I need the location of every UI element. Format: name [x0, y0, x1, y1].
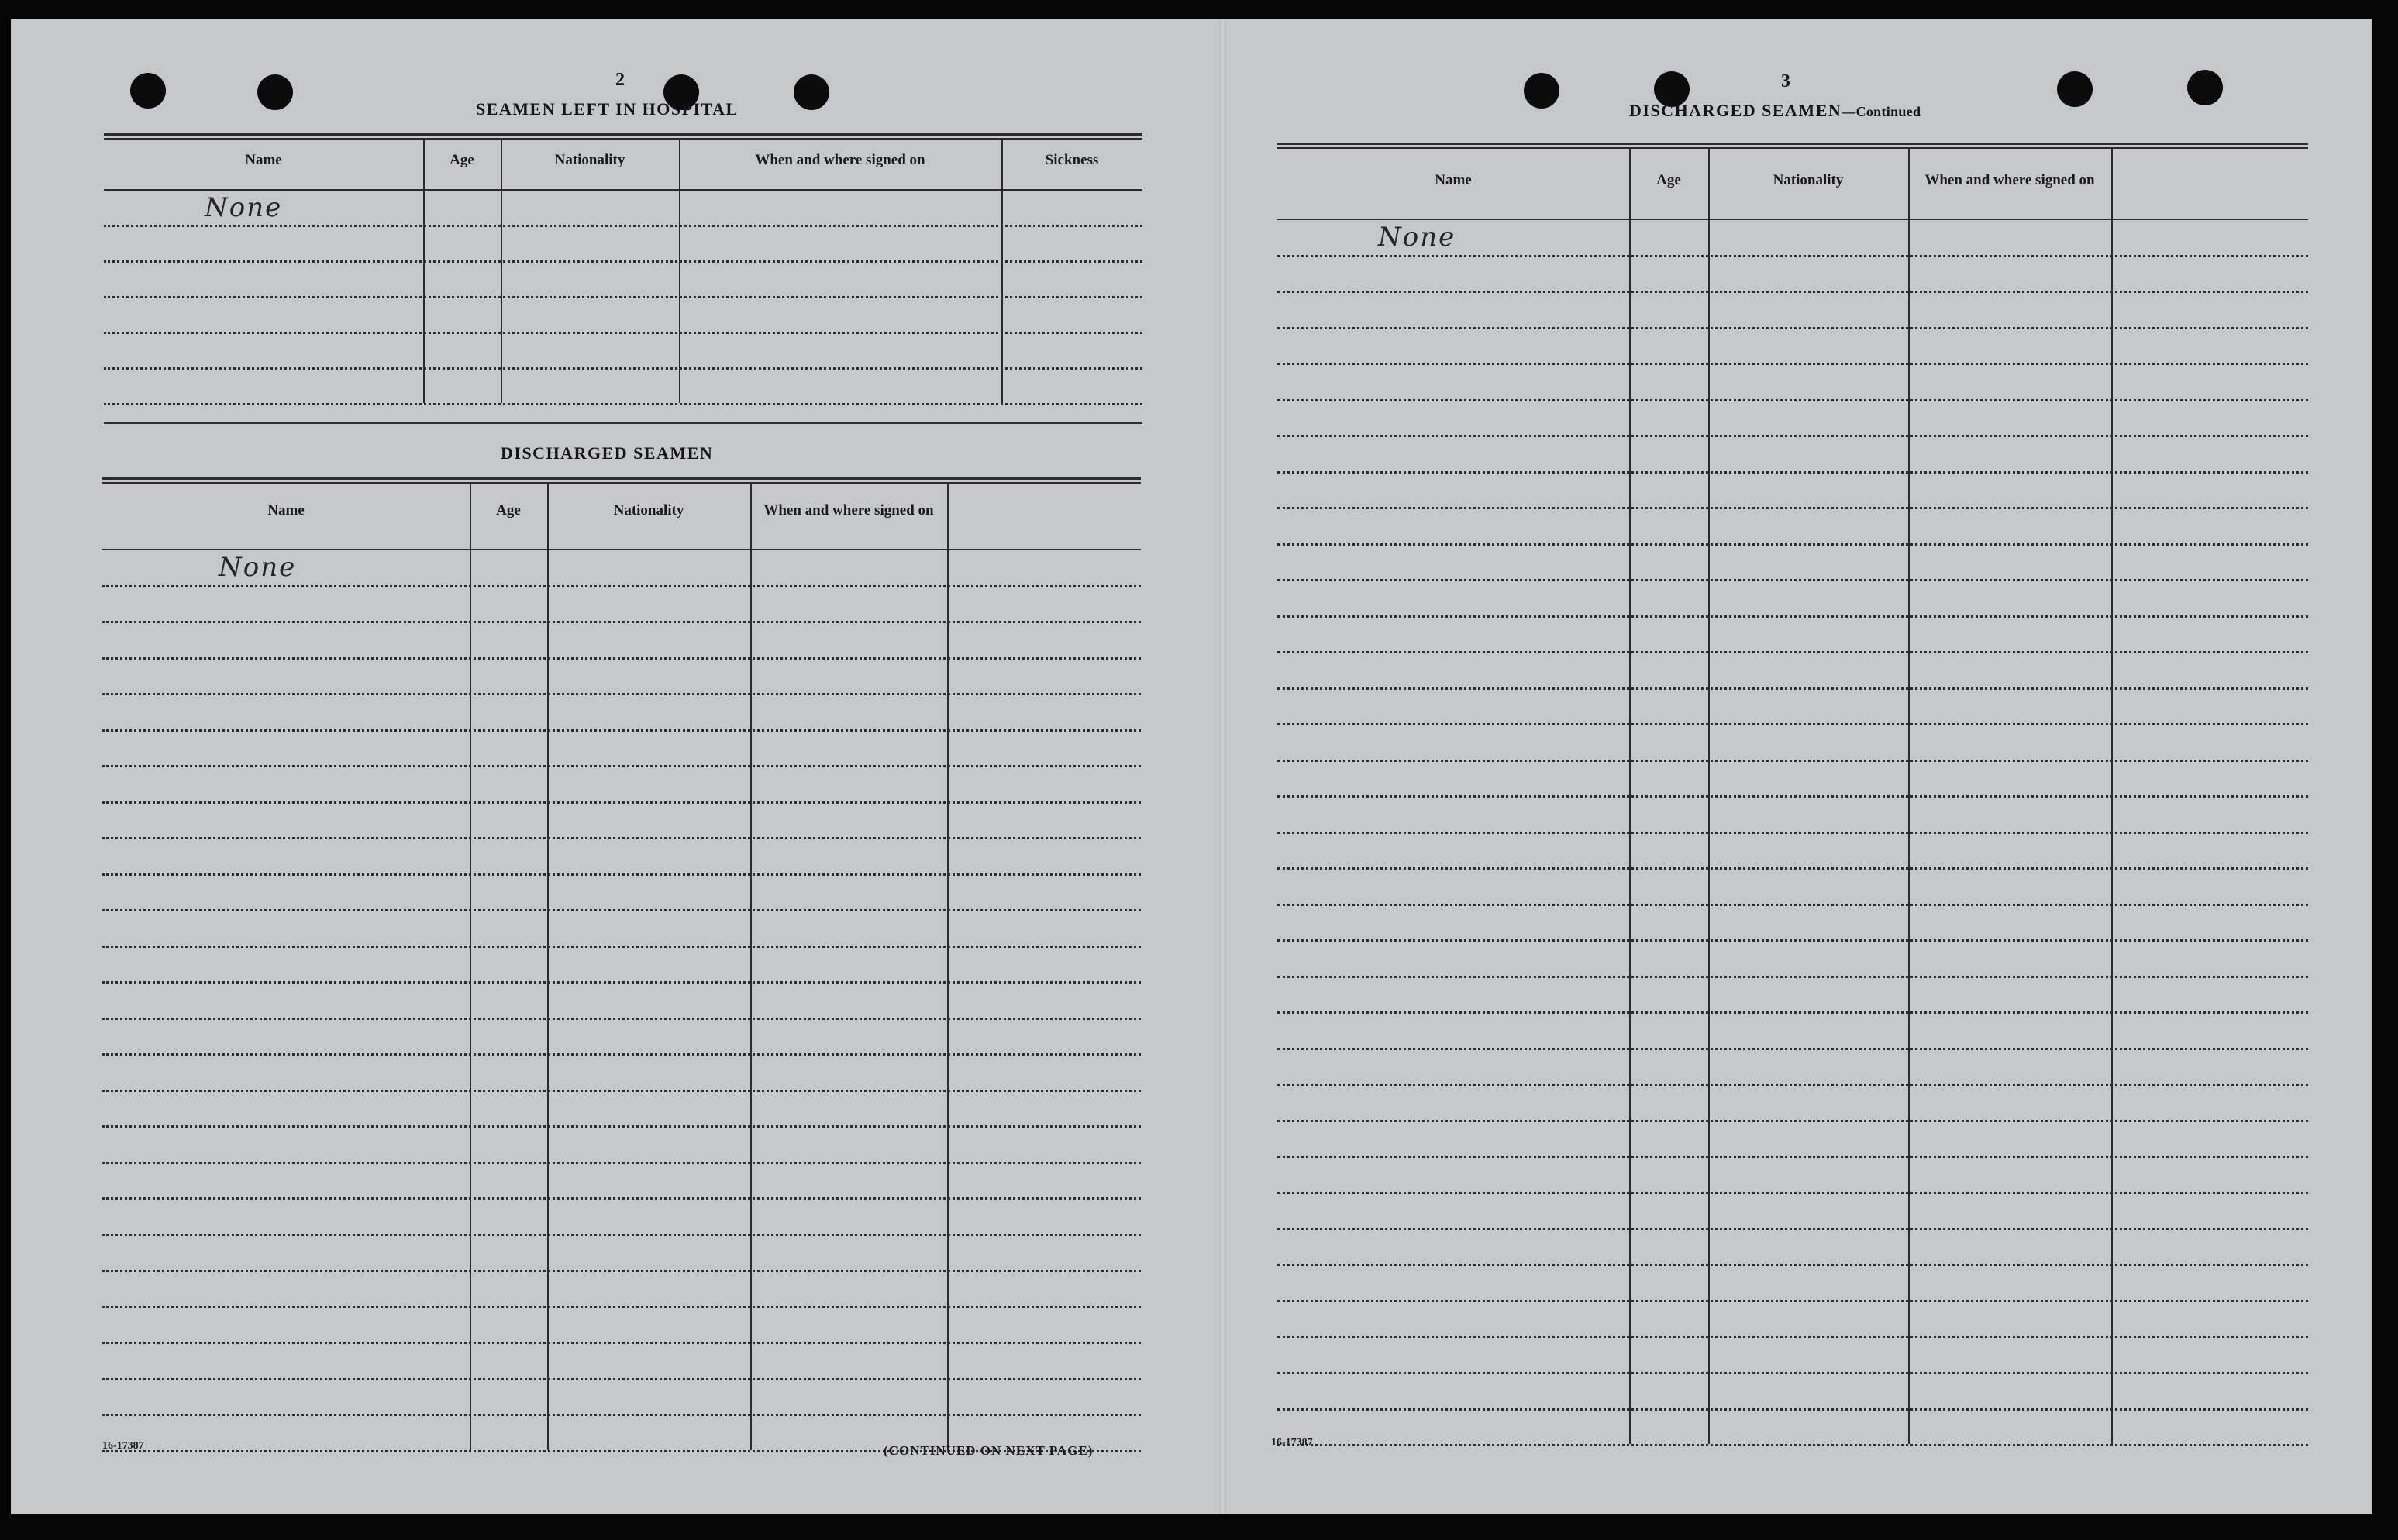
header-rule [102, 549, 1141, 550]
header-rule [1277, 219, 2308, 220]
hospital-section-title: SEAMEN LEFT IN HOSPITAL [476, 99, 739, 119]
row-line [102, 621, 1141, 623]
row-line [1277, 399, 2308, 401]
table-bottom-rule [104, 422, 1142, 424]
row-line [104, 260, 1142, 263]
row-line [102, 729, 1141, 732]
row-line [1277, 471, 2308, 474]
row-line [104, 225, 1142, 227]
handwritten-entry: None [219, 552, 297, 583]
row-line [102, 1053, 1141, 1056]
row-line [1277, 1048, 2308, 1050]
row-line [102, 1342, 1141, 1344]
column-divider [750, 484, 752, 1450]
form-number: 16-17387 [102, 1440, 144, 1452]
row-line [1277, 579, 2308, 581]
column-divider [1908, 149, 1910, 1444]
column-header: Sickness [1045, 152, 1099, 168]
column-divider [470, 484, 471, 1450]
form-number: 16-17387 [1271, 1437, 1313, 1449]
row-line [104, 403, 1142, 405]
row-line [1277, 1300, 2308, 1302]
row-line [1277, 795, 2308, 798]
discharged-continued-table [1277, 143, 2308, 1460]
row-line [1277, 543, 2308, 546]
column-divider [501, 140, 502, 403]
row-line [102, 837, 1141, 839]
row-line [102, 909, 1141, 911]
row-line [1277, 651, 2308, 653]
row-line [102, 981, 1141, 984]
page-fold [1220, 19, 1226, 1514]
column-header: When and where signed on [763, 502, 934, 519]
row-line [1277, 723, 2308, 725]
row-line [1277, 1192, 2308, 1194]
punch-hole [794, 74, 829, 110]
row-line [102, 1018, 1141, 1020]
table-top-rule [104, 133, 1142, 136]
column-divider [1708, 149, 1710, 1444]
column-divider [1001, 140, 1003, 403]
right-section-title [1629, 101, 1921, 121]
row-line [104, 367, 1142, 370]
row-line [102, 1162, 1141, 1164]
column-header: Nationality [1773, 172, 1844, 188]
row-line [102, 1306, 1141, 1308]
row-line [1277, 1444, 2308, 1446]
row-line [1277, 435, 2308, 437]
row-line [1277, 615, 2308, 618]
right-title-main: DISCHARGED SEAMEN [1629, 101, 1842, 120]
row-line [1277, 1156, 2308, 1158]
row-line [1277, 507, 2308, 509]
ledger-sheet [11, 19, 2372, 1514]
row-line [104, 296, 1142, 298]
column-divider [547, 484, 549, 1450]
row-line [1277, 687, 2308, 690]
column-header: Age [1656, 172, 1681, 188]
row-line [102, 1197, 1141, 1200]
discharged-section-title: DISCHARGED SEAMEN [501, 443, 714, 463]
right-title-suffix: —Continued [1842, 104, 1921, 119]
table-top-rule [102, 482, 1141, 484]
column-header: Age [496, 502, 521, 519]
row-line [102, 946, 1141, 948]
table-top-rule [102, 477, 1141, 480]
punch-hole [2187, 70, 2223, 105]
row-line [102, 801, 1141, 804]
table-top-rule [1277, 147, 2308, 149]
hospital-table [104, 133, 1142, 443]
row-line [102, 1414, 1141, 1416]
punch-hole [1524, 73, 1559, 109]
row-line [102, 873, 1141, 876]
continued-note: (CONTINUED ON NEXT PAGE) [884, 1443, 1094, 1458]
column-divider [1629, 149, 1631, 1444]
row-line [102, 1234, 1141, 1236]
row-line [102, 585, 1141, 587]
row-line [102, 1270, 1141, 1272]
row-line [1277, 1084, 2308, 1086]
row-line [102, 693, 1141, 695]
discharged-table [102, 477, 1141, 1462]
column-divider [2111, 149, 2113, 1444]
row-line [102, 765, 1141, 767]
column-header: Name [245, 152, 282, 168]
row-line [1277, 327, 2308, 329]
punch-hole [2057, 71, 2093, 107]
column-header: When and where signed on [755, 152, 925, 168]
row-line [1277, 904, 2308, 906]
punch-hole [257, 74, 293, 110]
row-line [1277, 1372, 2308, 1374]
row-line [1277, 1264, 2308, 1266]
row-line [1277, 363, 2308, 365]
row-line [1277, 1408, 2308, 1411]
table-top-rule [1277, 143, 2308, 145]
table-top-rule [104, 138, 1142, 140]
column-header: Age [450, 152, 474, 168]
handwritten-entry: None [1378, 222, 1456, 253]
row-line [1277, 760, 2308, 762]
row-line [102, 1378, 1141, 1380]
column-header: Nationality [613, 502, 684, 519]
page-number: 3 [1781, 71, 1790, 91]
column-header: Nationality [554, 152, 625, 168]
row-line [1277, 1228, 2308, 1230]
row-line [102, 1125, 1141, 1128]
row-line [1277, 832, 2308, 834]
row-line [1277, 976, 2308, 978]
page-number: 2 [615, 70, 625, 90]
row-line [1277, 939, 2308, 942]
column-divider [947, 484, 949, 1450]
row-line [102, 1090, 1141, 1092]
row-line [1277, 291, 2308, 293]
column-divider [679, 140, 680, 403]
row-line [1277, 1011, 2308, 1014]
header-rule [104, 189, 1142, 191]
row-line [1277, 867, 2308, 870]
column-header: Name [267, 502, 305, 519]
row-line [1277, 255, 2308, 257]
row-line [1277, 1120, 2308, 1122]
handwritten-entry: None [205, 192, 283, 223]
row-line [1277, 1336, 2308, 1338]
column-divider [423, 140, 425, 403]
row-line [102, 657, 1141, 660]
punch-hole [130, 73, 166, 109]
column-header: When and where signed on [1924, 172, 2095, 188]
row-line [104, 332, 1142, 334]
column-header: Name [1435, 172, 1472, 188]
